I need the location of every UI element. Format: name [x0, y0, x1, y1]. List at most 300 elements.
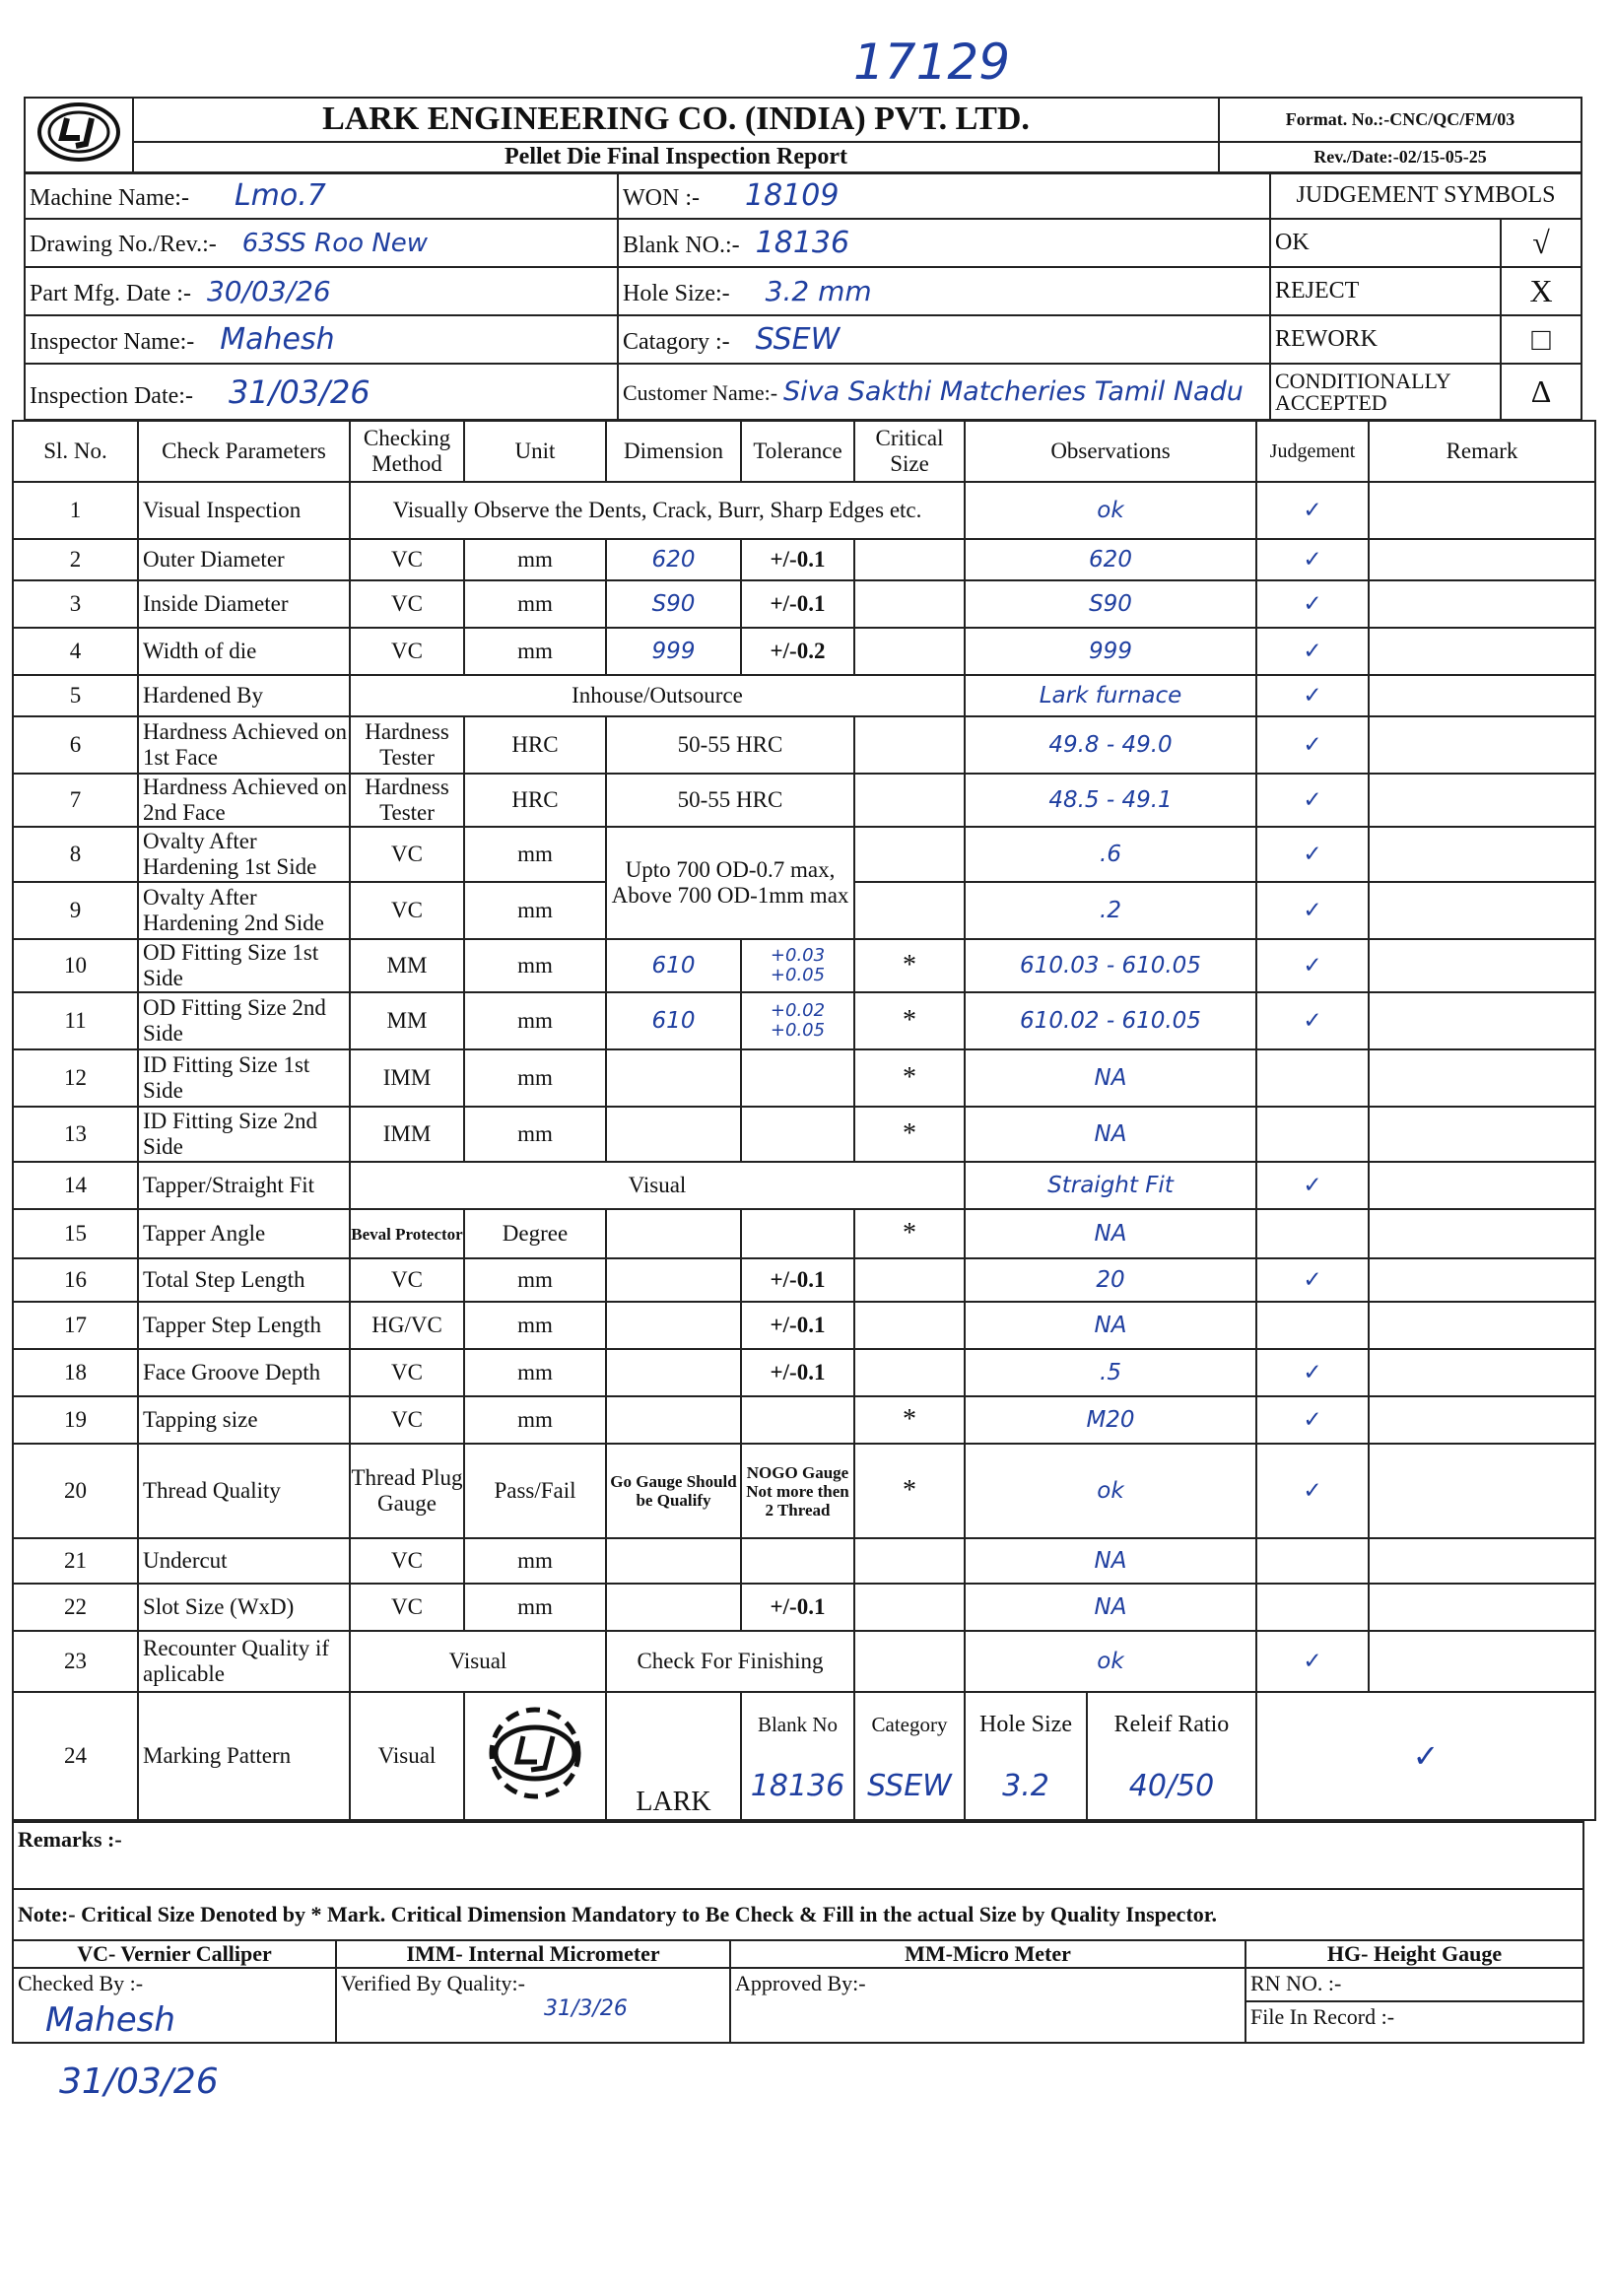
won-cell — [618, 172, 1270, 219]
table-row — [13, 1444, 1595, 1538]
row-remark — [1369, 482, 1595, 539]
row-judgement — [1256, 1302, 1369, 1349]
row-merged: Visual — [350, 1162, 965, 1209]
blank-cell — [618, 219, 1270, 267]
row-unit: mm — [464, 1258, 606, 1302]
table-row — [13, 482, 1595, 539]
row-param: Width of die — [138, 628, 350, 675]
row-unit: mm — [464, 1538, 606, 1584]
row-param: OD Fitting Size 2nd Side — [138, 992, 350, 1049]
inspection-table — [12, 420, 1596, 1821]
row-method: MM — [350, 992, 464, 1049]
row-sl: 12 — [13, 1049, 138, 1107]
row-unit: Pass/Fail — [464, 1444, 606, 1538]
won-label: WON :- — [623, 185, 700, 211]
approved-label: Approved By:- — [730, 1968, 1245, 2043]
row-observation: .5 — [965, 1349, 1256, 1396]
row-observation: 610.03 - 610.05 — [965, 939, 1256, 992]
row-sl: 10 — [13, 939, 138, 992]
row-critical: * — [854, 1396, 965, 1444]
row-unit: mm — [464, 1349, 606, 1396]
row-tolerance — [741, 1049, 854, 1107]
row-param: Undercut — [138, 1538, 350, 1584]
row-judgement — [1256, 1209, 1369, 1258]
col-critical: Critical Size — [854, 421, 965, 482]
row-critical: * — [854, 1209, 965, 1258]
row-observation: ok — [965, 1444, 1256, 1538]
table-row — [13, 1584, 1595, 1631]
table-header-row — [13, 421, 1595, 482]
row-param: Visual Inspection — [138, 482, 350, 539]
table-row-24 — [13, 1692, 1595, 1820]
row-tolerance: +/-0.1 — [741, 1584, 854, 1631]
row-sl: 1 — [13, 482, 138, 539]
row-dimension — [606, 1538, 741, 1584]
row-judgement: ✓ — [1256, 1444, 1369, 1538]
row-sl: 4 — [13, 628, 138, 675]
inspection-date-value: 31/03/26 — [228, 372, 370, 411]
row-observation: M20 — [965, 1396, 1256, 1444]
row-method: IMM — [350, 1049, 464, 1107]
customer-value: Siva Sakthi Matcheries Tamil Nadu — [783, 376, 1244, 407]
row24-lark: LARK — [606, 1692, 741, 1820]
row-dimtol: Check For Finishing — [606, 1631, 854, 1692]
drawing-label: Drawing No./Rev.:- — [30, 231, 217, 257]
row-remark — [1369, 1538, 1595, 1584]
row-sl: 15 — [13, 1209, 138, 1258]
row-sl: 13 — [13, 1107, 138, 1162]
row-sl: 19 — [13, 1396, 138, 1444]
row-observation: Lark furnace — [965, 675, 1256, 716]
row-dimension: Go Gauge Should be Qualify — [606, 1444, 741, 1538]
machine-name-label: Machine Name:- — [30, 185, 189, 211]
row-sl: 17 — [13, 1302, 138, 1349]
judgement-symbols-title: JUDGEMENT SYMBOLS — [1270, 172, 1581, 219]
row-sl: 18 — [13, 1349, 138, 1396]
drawing-value: 63SS Roo New — [241, 228, 429, 258]
row-dimension: 610 — [606, 939, 741, 992]
row-remark — [1369, 539, 1595, 580]
table-row — [13, 1258, 1595, 1302]
row-sl: 14 — [13, 1162, 138, 1209]
row-dimension — [606, 1584, 741, 1631]
row-critical — [854, 827, 965, 882]
row-observation: 610.02 - 610.05 — [965, 992, 1256, 1049]
row-remark — [1369, 827, 1595, 882]
row-param: ID Fitting Size 2nd Side — [138, 1107, 350, 1162]
judge-conditional-label: CONDITIONALLY ACCEPTED — [1270, 364, 1501, 420]
row-method: Hardness Tester — [350, 774, 464, 827]
row24-val-blank: 18136 — [750, 1769, 845, 1803]
row-tolerance: +/-0.1 — [741, 1302, 854, 1349]
row-dimension: S90 — [606, 580, 741, 628]
header-fields — [24, 171, 1582, 421]
row-judgement — [1256, 1584, 1369, 1631]
row-sl: 6 — [13, 716, 138, 774]
table-row — [13, 1631, 1595, 1692]
row-sl: 16 — [13, 1258, 138, 1302]
signature-name: Mahesh — [45, 2000, 175, 2040]
row-sl: 3 — [13, 580, 138, 628]
header-table — [24, 97, 1582, 174]
col-unit: Unit — [464, 421, 606, 482]
marking-logo-icon — [466, 1699, 604, 1807]
verified-cell — [336, 1968, 730, 2043]
row-remark — [1369, 1349, 1595, 1396]
row-dimension — [606, 1258, 741, 1302]
row24-val-hole: 3.2 — [1002, 1769, 1049, 1803]
row-sl: 11 — [13, 992, 138, 1049]
table-body — [13, 482, 1595, 1692]
col-remark: Remark — [1369, 421, 1595, 482]
checked-by-label: Checked By :- — [13, 1968, 336, 2043]
row24-marking-grid — [741, 1692, 1595, 1820]
row-dimension: 999 — [606, 628, 741, 675]
judge-rework-label: REWORK — [1270, 315, 1501, 364]
row-remark — [1369, 882, 1595, 939]
row-critical — [854, 1631, 965, 1692]
row-observation: NA — [965, 1302, 1256, 1349]
judge-reject-label: REJECT — [1270, 267, 1501, 315]
row-judgement: ✓ — [1256, 774, 1369, 827]
row-unit: mm — [464, 1584, 606, 1631]
row-critical — [854, 1349, 965, 1396]
row24-head-hole: Hole Size — [979, 1712, 1072, 1737]
row-unit: mm — [464, 1049, 606, 1107]
row-judgement — [1256, 1107, 1369, 1162]
row-critical — [854, 774, 965, 827]
row-method: MM — [350, 939, 464, 992]
col-tolerance: Tolerance — [741, 421, 854, 482]
table-row — [13, 774, 1595, 827]
row-judgement: ✓ — [1256, 716, 1369, 774]
verified-label: Verified By Quality:- — [341, 1971, 525, 1995]
row-judgement: ✓ — [1256, 1258, 1369, 1302]
row24-head-category: Category — [871, 1713, 948, 1736]
row-dimension — [606, 1107, 741, 1162]
customer-label: Customer Name:- — [623, 380, 778, 405]
row-param: Hardness Achieved on 1st Face — [138, 716, 350, 774]
row-judgement: ✓ — [1256, 1396, 1369, 1444]
row-unit: mm — [464, 1396, 606, 1444]
row-tolerance: +/-0.2 — [741, 628, 854, 675]
blank-label: Blank NO.:- — [623, 233, 740, 258]
footer-table — [12, 1821, 1584, 2044]
part-mfg-value: 30/03/26 — [206, 275, 331, 307]
table-row — [13, 827, 1595, 882]
inspector-cell — [25, 315, 618, 364]
part-mfg-label: Part Mfg. Date :- — [30, 281, 191, 306]
inspection-date-label: Inspection Date:- — [30, 382, 193, 409]
row-method: VC — [350, 882, 464, 939]
row-judgement: ✓ — [1256, 675, 1369, 716]
row-param: Total Step Length — [138, 1258, 350, 1302]
hole-label: Hole Size:- — [623, 281, 730, 306]
inspection-date-cell — [25, 364, 618, 420]
row-observation: .2 — [965, 882, 1256, 939]
row-param: OD Fitting Size 1st Side — [138, 939, 350, 992]
row-sl: 7 — [13, 774, 138, 827]
table-row — [13, 716, 1595, 774]
row-param: Ovalty After Hardening 2nd Side — [138, 882, 350, 939]
row-tolerance: +0.02 +0.05 — [741, 992, 854, 1049]
table-row — [13, 1349, 1595, 1396]
row-critical — [854, 716, 965, 774]
signature-date: 31/03/26 — [59, 2061, 219, 2102]
judge-rework-symbol: □ — [1501, 315, 1581, 364]
table-row — [13, 675, 1595, 716]
row-unit: mm — [464, 882, 606, 939]
row-dimension: 620 — [606, 539, 741, 580]
row-param: Face Groove Depth — [138, 1349, 350, 1396]
row-sl: 9 — [13, 882, 138, 939]
row-method: VC — [350, 1349, 464, 1396]
row-unit: mm — [464, 1302, 606, 1349]
customer-cell — [618, 364, 1270, 420]
row-param: Tapping size — [138, 1396, 350, 1444]
row-dimtol: 50-55 HRC — [606, 774, 854, 827]
row-judgement — [1256, 1538, 1369, 1584]
col-sl: Sl. No. — [13, 421, 138, 482]
row-param: Ovalty After Hardening 1st Side — [138, 827, 350, 882]
row-observation: NA — [965, 1584, 1256, 1631]
hole-value: 3.2 mm — [765, 275, 872, 307]
row-remark — [1369, 1631, 1595, 1692]
row-param: Hardness Achieved on 2nd Face — [138, 774, 350, 827]
judge-ok-symbol: √ — [1501, 219, 1581, 267]
row-observation: ok — [965, 1631, 1256, 1692]
row-unit: HRC — [464, 716, 606, 774]
row-critical — [854, 1258, 965, 1302]
judge-conditional-symbol: Δ — [1501, 364, 1581, 420]
row-critical — [854, 580, 965, 628]
row-dimension: 610 — [606, 992, 741, 1049]
row-remark — [1369, 1209, 1595, 1258]
row-unit: mm — [464, 580, 606, 628]
row-method: VC — [350, 1396, 464, 1444]
row24-val-category: SSEW — [867, 1769, 952, 1803]
row-remark — [1369, 1162, 1595, 1209]
row24-head-ratio: Releif Ratio — [1113, 1712, 1230, 1737]
row-merged: Inhouse/Outsource — [350, 675, 965, 716]
row24-judge: ✓ — [1412, 1738, 1440, 1774]
table-row — [13, 1396, 1595, 1444]
row-unit: mm — [464, 827, 606, 882]
row-sl: 20 — [13, 1444, 138, 1538]
row-tolerance: +0.03 +0.05 — [741, 939, 854, 992]
drawing-cell — [25, 219, 618, 267]
category-cell — [618, 315, 1270, 364]
row-observation: Straight Fit — [965, 1162, 1256, 1209]
row-remark — [1369, 1107, 1595, 1162]
row-remark — [1369, 1444, 1595, 1538]
row-critical — [854, 882, 965, 939]
row-method: Beval Protector — [350, 1209, 464, 1258]
row-merged: Visually Observe the Dents, Crack, Burr, Sharp Edges etc. — [350, 482, 965, 539]
row-observation: NA — [965, 1049, 1256, 1107]
row-observation: ok — [965, 482, 1256, 539]
company-logo-icon — [34, 99, 123, 166]
row-observation: S90 — [965, 580, 1256, 628]
rn-file-cell — [1245, 1968, 1583, 2043]
row-dimension — [606, 1049, 741, 1107]
row-dimtol: 50-55 HRC — [606, 716, 854, 774]
table-row — [13, 539, 1595, 580]
row-param: Tapper Step Length — [138, 1302, 350, 1349]
row-tolerance — [741, 1209, 854, 1258]
remarks-label: Remarks :- — [13, 1822, 1583, 1889]
row-tolerance: +/-0.1 — [741, 539, 854, 580]
row-remark — [1369, 628, 1595, 675]
row-tolerance: +/-0.1 — [741, 1258, 854, 1302]
row-remark — [1369, 939, 1595, 992]
row-judgement — [1256, 1049, 1369, 1107]
inspector-value: Mahesh — [220, 322, 335, 357]
row-observation: NA — [965, 1107, 1256, 1162]
row-sl: 22 — [13, 1584, 138, 1631]
col-method: Checking Method — [350, 421, 464, 482]
row-critical: * — [854, 1049, 965, 1107]
row-sl: 23 — [13, 1631, 138, 1692]
machine-name-cell — [25, 172, 618, 219]
row-param: Outer Diameter — [138, 539, 350, 580]
row-critical: * — [854, 992, 965, 1049]
row-critical — [854, 1584, 965, 1631]
row-judgement: ✓ — [1256, 1162, 1369, 1209]
row-param: Tapper Angle — [138, 1209, 350, 1258]
row-remark — [1369, 716, 1595, 774]
row-unit: mm — [464, 628, 606, 675]
col-param: Check Parameters — [138, 421, 350, 482]
won-value: 18109 — [744, 178, 840, 213]
judge-reject-symbol: X — [1501, 267, 1581, 315]
row-method: VC — [350, 1538, 464, 1584]
row-method: Thread Plug Gauge — [350, 1444, 464, 1538]
row24-logo-cell — [464, 1692, 606, 1820]
row-sl: 21 — [13, 1538, 138, 1584]
legend-hg: HG- Height Gauge — [1245, 1940, 1583, 1968]
row-param: Inside Diameter — [138, 580, 350, 628]
row-tolerance: +/-0.1 — [741, 580, 854, 628]
row-dimension — [606, 1396, 741, 1444]
row24-head-blank: Blank No — [757, 1713, 839, 1736]
row-method: VC — [350, 628, 464, 675]
row-method: Visual — [350, 1631, 606, 1692]
row-unit: mm — [464, 539, 606, 580]
row-observation: NA — [965, 1209, 1256, 1258]
row-remark — [1369, 1584, 1595, 1631]
row-param: Thread Quality — [138, 1444, 350, 1538]
row-dimension — [606, 1302, 741, 1349]
row-unit: mm — [464, 1107, 606, 1162]
row-sl: 5 — [13, 675, 138, 716]
row24-param: Marking Pattern — [138, 1692, 350, 1820]
row24-method: Visual — [350, 1692, 464, 1820]
table-row — [13, 580, 1595, 628]
row-observation: 49.8 - 49.0 — [965, 716, 1256, 774]
row-judgement: ✓ — [1256, 580, 1369, 628]
legend-mm: MM-Micro Meter — [730, 1940, 1245, 1968]
category-value: SSEW — [755, 322, 841, 357]
col-observations: Observations — [965, 421, 1256, 482]
row-judgement: ✓ — [1256, 1631, 1369, 1692]
row-sl: 2 — [13, 539, 138, 580]
row-remark — [1369, 992, 1595, 1049]
row-param: Hardened By — [138, 675, 350, 716]
row24-val-ratio: 40/50 — [1128, 1769, 1215, 1803]
col-judgement: Judgement — [1256, 421, 1369, 482]
row-unit: mm — [464, 939, 606, 992]
logo-cell — [25, 98, 133, 173]
row-judgement: ✓ — [1256, 539, 1369, 580]
row-remark — [1369, 675, 1595, 716]
category-label: Catagory :- — [623, 329, 730, 355]
row-critical: * — [854, 1107, 965, 1162]
rev-date: Rev./Date:-02/15-05-25 — [1219, 142, 1581, 173]
row-observation: 620 — [965, 539, 1256, 580]
row-method: VC — [350, 1258, 464, 1302]
row-observation: NA — [965, 1538, 1256, 1584]
row-param: Recounter Quality if aplicable — [138, 1631, 350, 1692]
row-dimension — [606, 1349, 741, 1396]
row-dimtol: Upto 700 OD-0.7 max, Above 700 OD-1mm max — [606, 827, 854, 939]
blank-value: 18136 — [755, 226, 850, 260]
legend-imm: IMM- Internal Micrometer — [336, 1940, 730, 1968]
row-remark — [1369, 1302, 1595, 1349]
row-critical — [854, 1302, 965, 1349]
table-row — [13, 1162, 1595, 1209]
row-tolerance: NOGO Gauge Not more then 2 Thread — [741, 1444, 854, 1538]
row-judgement: ✓ — [1256, 482, 1369, 539]
row-method: VC — [350, 1584, 464, 1631]
row24-sl: 24 — [13, 1692, 138, 1820]
row-unit: Degree — [464, 1209, 606, 1258]
col-dimension: Dimension — [606, 421, 741, 482]
row-param: ID Fitting Size 1st Side — [138, 1049, 350, 1107]
table-row — [13, 1049, 1595, 1107]
row-remark — [1369, 1258, 1595, 1302]
row-unit: HRC — [464, 774, 606, 827]
company-name: LARK ENGINEERING CO. (INDIA) PVT. LTD. — [133, 98, 1219, 142]
row-judgement: ✓ — [1256, 827, 1369, 882]
row-param: Tapper/Straight Fit — [138, 1162, 350, 1209]
row-critical: * — [854, 1444, 965, 1538]
row-critical — [854, 628, 965, 675]
inspector-label: Inspector Name:- — [30, 329, 195, 355]
row-method: VC — [350, 580, 464, 628]
row-method: Hardness Tester — [350, 716, 464, 774]
note-text: Note:- Critical Size Denoted by * Mark. Critical Dimension Mandatory to Be Check & Fill in the actual Size by Quality Inspector. — [13, 1889, 1583, 1940]
row-tolerance: +/-0.1 — [741, 1349, 854, 1396]
row-observation: .6 — [965, 827, 1256, 882]
row-dimension — [606, 1209, 741, 1258]
row-critical — [854, 1538, 965, 1584]
row-observation: 999 — [965, 628, 1256, 675]
row-method: IMM — [350, 1107, 464, 1162]
row-critical — [854, 539, 965, 580]
hole-cell — [618, 267, 1270, 315]
top-number: 17129 — [853, 34, 1011, 91]
row-judgement: ✓ — [1256, 882, 1369, 939]
table-row — [13, 1107, 1595, 1162]
row-method: VC — [350, 827, 464, 882]
rn-label: RN NO. :- — [1246, 1969, 1582, 2002]
row-observation: 20 — [965, 1258, 1256, 1302]
file-label: File In Record :- — [1250, 2004, 1395, 2029]
row-remark — [1369, 774, 1595, 827]
row-remark — [1369, 580, 1595, 628]
legend-vc: VC- Vernier Calliper — [13, 1940, 336, 1968]
